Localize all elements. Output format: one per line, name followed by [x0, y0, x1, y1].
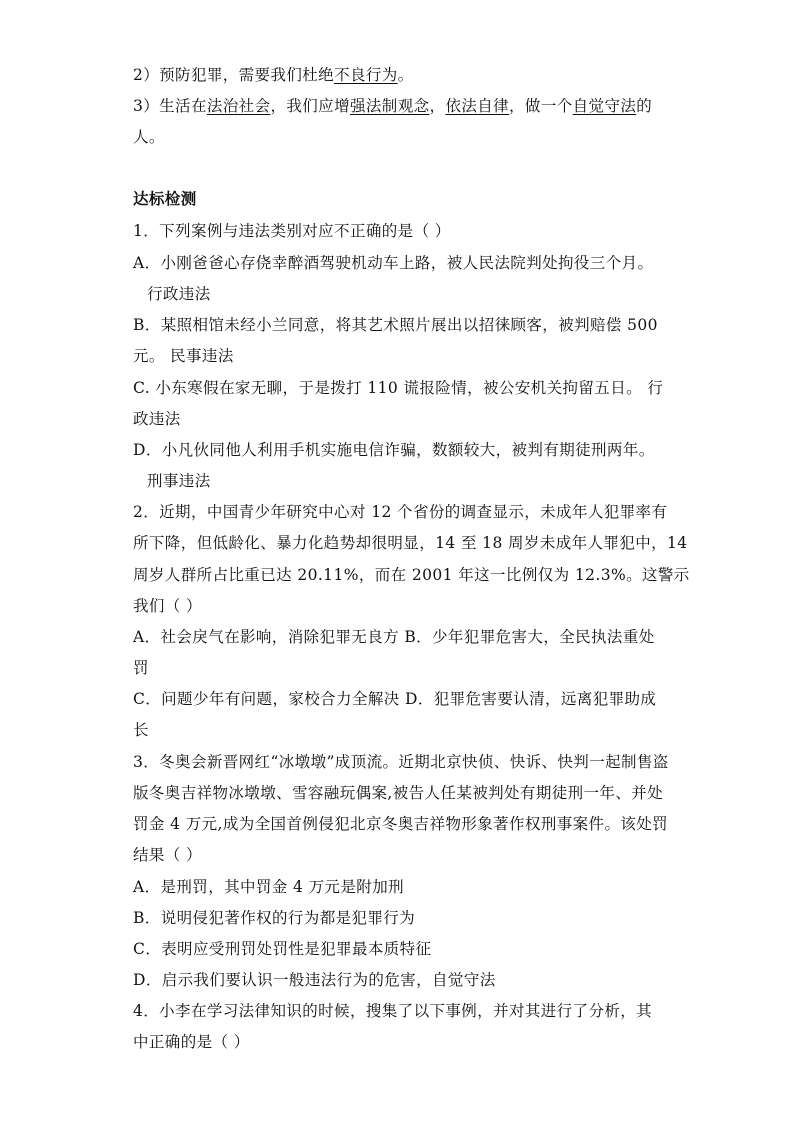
section-title: 达标检测: [133, 189, 197, 208]
underlined-term: 依法自律: [445, 97, 510, 115]
q2-options-ab: A．社会戾气在影响，消除犯罪无良方 B．少年犯罪危害大，全民执法重处: [133, 628, 655, 646]
q1-stem: 1．下列案例与违法类别对应不正确的是（ ）: [133, 222, 451, 240]
q1-option-a: A．小刚爸爸心存侥幸醉酒驾驶机动车上路，被人民法院判处拘役三个月。: [133, 254, 654, 272]
text-run: ，我们应增: [270, 97, 350, 115]
text-run: 的: [636, 97, 653, 115]
q3-option-c: C．表明应受刑罚处罚性是犯罪最本质特征: [133, 940, 432, 958]
intro-line-1: [133, 64, 673, 86]
text-run: ，做一个: [509, 97, 573, 115]
q3-stem-line-1: 3．冬奥会新晋网红“冰墩墩”成顶流。近期北京快侦、快诉、快判一起制售盗: [133, 753, 669, 771]
q2-options-cd: C．问题少年有问题，家校合力全解决 D．犯罪危害要认清，远离犯罪助成: [133, 690, 657, 708]
underlined-term: 法治社会: [206, 97, 271, 115]
q1-option-d-cont: 刑事违法: [147, 472, 211, 490]
underlined-term: 强法制观念: [350, 97, 430, 115]
q2-stem-line-1: 2．近期，中国青少年研究中心对 12 个省份的调查显示，未成年人犯罪率有: [133, 503, 668, 521]
intro-line-3: 人。: [133, 128, 165, 146]
q2-stem-line-2: 所下降，但低龄化、暴力化趋势却很明显，14 至 18 周岁未成年人罪犯中，14: [133, 534, 688, 552]
q1-option-b: B．某照相馆未经小兰同意，将其艺术照片展出以招徕顾客，被判赔偿 500: [133, 316, 658, 334]
q2-stem-line-3: 周岁人群所占比重已达 20.11%，而在 2001 年这一比例仅为 12.3%。这警示: [133, 566, 690, 584]
q3-option-b: B．说明侵犯著作权的行为都是犯罪行为: [133, 909, 416, 927]
underlined-term: 不良行为: [334, 66, 398, 84]
q1-option-b-cont: 元。 民事违法: [133, 347, 234, 365]
q1-option-a-cont: 行政违法: [147, 285, 211, 303]
q3-stem-line-3: 罚金 4 万元,成为全国首例侵犯北京冬奥吉祥物形象著作权刑事案件。该处罚: [133, 815, 669, 833]
q3-option-a: A．是刑罚，其中罚金 4 万元是附加刑: [133, 878, 405, 896]
text-run: 。: [397, 66, 414, 84]
text-run: ，: [429, 97, 446, 115]
q2-options-cd-cont: 长: [133, 721, 149, 739]
q1-option-c: C. 小东寒假在家无聊，于是拨打 110 谎报险情，被公安机关拘留五日。 行: [133, 379, 664, 397]
q2-options-ab-cont: 罚: [133, 659, 149, 677]
text-run: 2）预防犯罪，需要我们杜绝: [133, 66, 335, 84]
q1-option-d: D．小凡伙同他人利用手机实施电信诈骗，数额较大，被判有期徒刑两年。: [133, 441, 655, 459]
q1-option-c-cont: 政违法: [133, 410, 181, 428]
q3-stem-line-4: 结果（ ）: [133, 846, 202, 864]
q3-stem-line-2: 版冬奥吉祥物冰墩墩、雪容融玩偶案,被告人任某被判处有期徒刑一年、并处: [133, 784, 664, 802]
underlined-term: 自觉守法: [572, 97, 637, 115]
q2-stem-line-4: 我们（ ）: [133, 597, 202, 615]
intro-line-2: [133, 95, 673, 117]
q4-stem-line-2: 中正确的是（ ）: [133, 1033, 250, 1051]
q4-stem-line-1: 4．小李在学习法律知识的时候，搜集了以下事例，并对其进行了分析，其: [133, 1002, 653, 1020]
text-run: 3）生活在: [133, 97, 207, 115]
q3-option-d: D．启示我们要认识一般违法行为的危害，自觉守法: [133, 971, 496, 989]
